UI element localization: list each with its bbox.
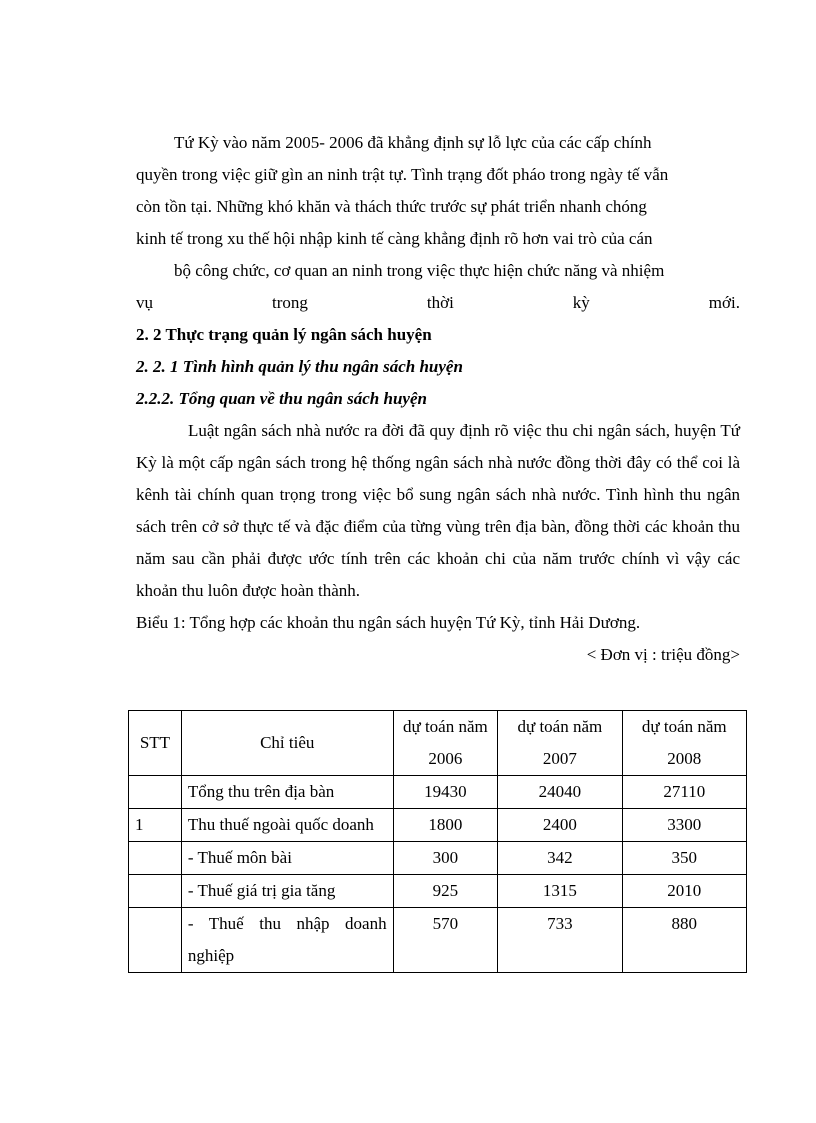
paragraph-1-line: Tứ Kỳ vào năm 2005- 2006 đã khẳng định sự lỗ lực của các cấp chính xyxy=(174,133,652,152)
cell-name: - Thuế thu nhập doanh nghiệp xyxy=(181,908,393,973)
paragraph-1-line: còn tồn tại. Những khó khăn và thách thức trước sự phát triển nhanh chóng xyxy=(136,197,647,216)
table-caption: Biểu 1: Tổng hợp các khoản thu ngân sách huyện Tứ Kỳ, tỉnh Hải Dương. xyxy=(136,613,641,632)
table-row xyxy=(129,776,747,809)
cell-2006: 1800 xyxy=(393,809,498,842)
cell-2007: 2400 xyxy=(498,809,622,842)
cell-stt xyxy=(129,842,182,875)
word: trong xyxy=(271,293,308,312)
header-name: Chỉ tiêu xyxy=(181,711,393,776)
table-header-row xyxy=(129,711,747,776)
cell-stt xyxy=(129,908,182,973)
paragraph-1 xyxy=(136,127,740,319)
cell-2007: 24040 xyxy=(498,776,622,809)
cell-name: - Thuế môn bài xyxy=(181,842,393,875)
section-heading-2-2: 2. 2 Thực trạng quản lý ngân sách huyện xyxy=(136,325,432,344)
unit-note: < Đơn vị : triệu đồng> xyxy=(586,645,740,664)
paragraph-1-line: bộ công chức, cơ quan an ninh trong việc thực hiện chức năng và nhiệm xyxy=(174,261,665,280)
cell-name: Thu thuế ngoài quốc doanh xyxy=(181,809,393,842)
cell-2008: 2010 xyxy=(622,875,746,908)
budget-table xyxy=(128,710,747,973)
cell-2007: 342 xyxy=(498,842,622,875)
word: mới. xyxy=(708,293,740,312)
table-row xyxy=(129,908,747,973)
section-heading-2-2-1: 2. 2. 1 Tình hình quản lý thu ngân sách huyện xyxy=(136,357,463,376)
cell-2008: 880 xyxy=(622,908,746,973)
paragraph-1-line: kinh tế trong xu thế hội nhập kinh tế càng khẳng định rõ hơn vai trò của cán xyxy=(136,229,653,248)
cell-stt xyxy=(129,776,182,809)
cell-2006: 570 xyxy=(393,908,498,973)
cell-2006: 300 xyxy=(393,842,498,875)
cell-2008: 350 xyxy=(622,842,746,875)
cell-2006: 19430 xyxy=(393,776,498,809)
header-2008: dự toán năm 2008 xyxy=(622,711,746,776)
cell-2006: 925 xyxy=(393,875,498,908)
paragraph-1-last-line xyxy=(136,287,740,319)
cell-2007: 733 xyxy=(498,908,622,973)
word: thời xyxy=(426,293,454,312)
paragraph-1-line: quyền trong việc giữ gìn an ninh trật tự. Tình trạng đốt pháo trong ngày tế vẫn xyxy=(136,165,669,184)
cell-stt xyxy=(129,875,182,908)
table-row xyxy=(129,842,747,875)
header-2006: dự toán năm 2006 xyxy=(393,711,498,776)
word: kỳ xyxy=(572,293,590,312)
cell-2008: 3300 xyxy=(622,809,746,842)
header-2007: dự toán năm 2007 xyxy=(498,711,622,776)
header-stt: STT xyxy=(129,711,182,776)
table-row xyxy=(129,809,747,842)
section-heading-2-2-2: 2.2.2. Tổng quan về thu ngân sách huyện xyxy=(136,389,427,408)
cell-stt: 1 xyxy=(129,809,182,842)
cell-name: - Thuế giá trị gia tăng xyxy=(181,875,393,908)
cell-2008: 27110 xyxy=(622,776,746,809)
document-page xyxy=(136,127,740,671)
word: vụ xyxy=(136,293,153,312)
paragraph-2: Luật ngân sách nhà nước ra đời đã quy định rõ việc thu chi ngân sách, huyện Tứ Kỳ là một cấp ngân sách trong hệ thống ngân sách nhà nước đồng thời đây có thể coi là kênh tài chính quan trọng trong việc bổ sung ngân sách nhà nước. Tình hình thu ngân sách trên cở sở thực tế và đặc điểm của từng vùng trên địa bàn, đồng thời các khoản thu năm sau cần phải được ước tính trên các khoản chi của năm trước chính vì vậy các khoản thu luôn được hoàn thành. xyxy=(136,421,740,600)
table-row xyxy=(129,875,747,908)
cell-name: Tổng thu trên địa bàn xyxy=(181,776,393,809)
cell-2007: 1315 xyxy=(498,875,622,908)
